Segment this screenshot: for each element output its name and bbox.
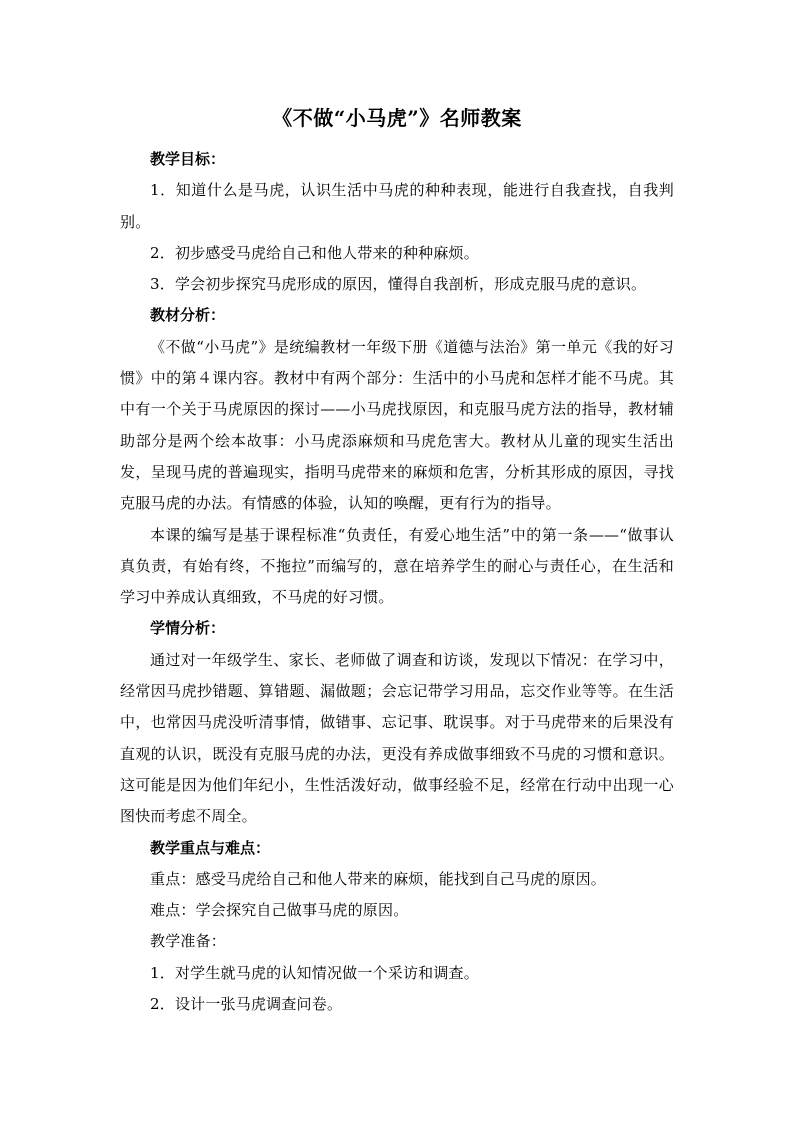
material-analysis-heading: 教材分析： xyxy=(150,306,226,325)
teaching-prep-1: 1．对学生就马虎的认知情况做一个采访和调查。 xyxy=(150,963,479,982)
teaching-goals-heading: 教学目标： xyxy=(150,150,226,168)
difficulty-point: 难点：学会探究自己做事马虎的原因。 xyxy=(150,901,409,920)
teaching-goal-3: 3．学会初步探究马虎形成的原因，懂得自我剖析，形成克服马虎的意识。 xyxy=(150,275,647,294)
material-analysis-paragraph-1: 《不做“小马虎”》是统编教材一年级下册《道德与法治》第一单元《我的好习惯》中的第４课内容。教材中有两个部分：生活中的小马虎和怎样才能不马虎。其中有一个关于马虎原因的探讨——小马虎找原因，和克服马虎方法的指导，教材辅助部分是两个绘本故事：小马虎添麻烦和马虎危害大。教材从儿童的现实生活出发，呈现马虎的普遍现实，指明马虎带来的麻烦和危害，分析其形成的原因，寻找克服马虎的办法。有情感的体验，认知的唤醒，更有行为的指导。 xyxy=(120,337,674,513)
material-analysis-paragraph-2: 本课的编写是基于课程标准“负责任，有爱心地生活”中的第一条——“做事认真负责，有始有终，不拖拉”而编写的，意在培养学生的耐心与责任心，在生活和学习中养成认真细致，不马虎的好习惯。 xyxy=(120,525,674,607)
teaching-goal-2: 2．初步感受马虎给自己和他人带来的种种麻烦。 xyxy=(150,243,479,262)
key-point: 重点：感受马虎给自己和他人带来的麻烦，能找到自己马虎的原因。 xyxy=(150,869,607,888)
student-analysis-paragraph: 通过对一年级学生、家长、老师做了调查和访谈，发现以下情况：在学习中，经常因马虎抄错题、算错题、漏做题；会忘记带学习用品，忘交作业等等。在生活中，也常因马虎没听清事情，做错事、忘记事、耽误事。对于马虎带来的后果没有直观的认识，既没有克服马虎的办法，更没有养成做事细致不马虎的习惯和意识。这可能是因为他们年纪小，生性活泼好动，做事经验不足，经常在行动中出现一心图快而考虑不周全。 xyxy=(120,650,674,826)
key-points-heading: 教学重点与难点： xyxy=(150,838,271,857)
student-analysis-heading: 学情分析： xyxy=(150,619,226,638)
document-title: 《不做“小马虎”》名师教案 xyxy=(272,106,522,130)
teaching-goal-1: 1．知道什么是马虎，认识生活中马虎的种种表现，能进行自我查找，自我判别。 xyxy=(120,181,674,231)
teaching-prep-heading: 教学准备： xyxy=(150,932,227,951)
teaching-prep-2: 2．设计一张马虎调查问卷。 xyxy=(150,995,343,1014)
document-body xyxy=(120,144,674,1020)
